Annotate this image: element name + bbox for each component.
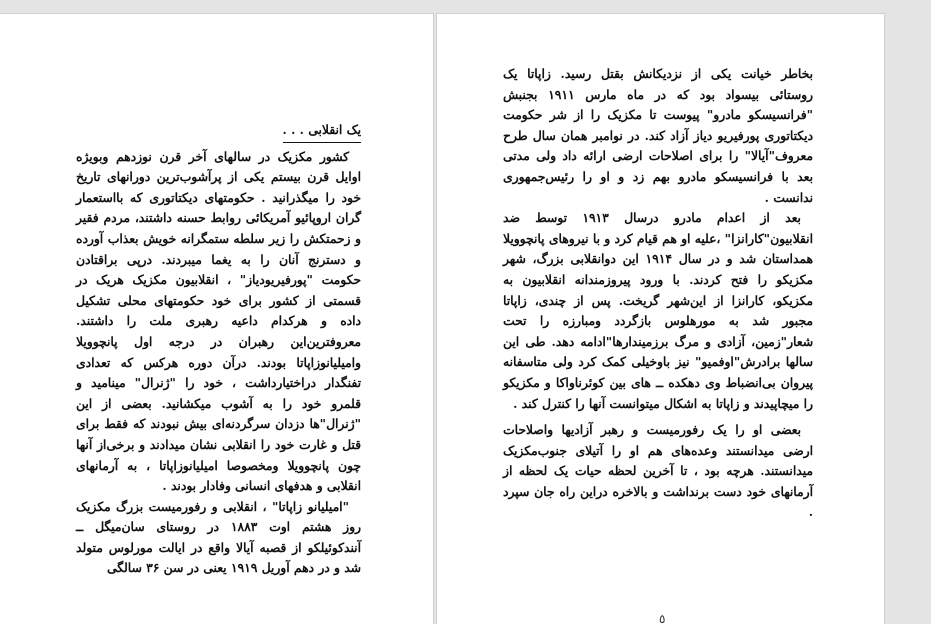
left-page-text-column: [76, 120, 361, 579]
page-number-mark: ٥: [659, 612, 666, 624]
right-page-text-column: [503, 64, 813, 523]
right-paragraph-2: بعد از اعدام مادرو درسال ۱۹۱۳ توسط ضد انقلابیون"کارانزا" ،علیه او هم قیام کرد و با نیروهای پانچوویلا همداستان شد و در سال ۱۹۱۴ این دوانقلابی بزرگ، شهر مکزیکو را فتح کردند. با ورود پیروزمندانه انقلابیون به مکزیکو، کارانزا از این‌شهر گریخت. پس از چندی، زاپاتا مجبور شد به مورهلوس بازگردد ومبارزه را تحت شعار"زمین، آزادی و مرگ برزمیندارها"ادامه دهد. طی این سالها برادرش"اوفمیو" نیز باوخیلی کمک کرد ولی متاسفانه پیروان بی‌انضباط وی دهکده ــ های بین کوئرناواکا و مکزیکو را میچاپیدند و زاپاتا به اشکال میتوانست آنها را کنترل کند .: [502, 210, 814, 411]
left-paragraph-1: کشور مکزیک در سالهای آخر قرن نوزدهم وبویژه اوایل قرن بیستم یکی از پرآشوب‌ترین دورانهای تاریخ خود را میگذرانید . حکومتهای دیکتاتوری که بااستعمار گران اروپائیو آمریکائی روابط حسنه داشتند، مردم فقیر و زحمتکش را زیر سلطه ستمگرانه خویش بعذاب آورده و دسترنج آنان را به یغما میبردند. درپی براقتادن حکومت "پورفیریودیاز" ، انقلابیون مکزیک هریک در قسمتی از کشور برای خود حکومتهای محلی تشکیل داده و هرکدام داعیه رهبری ملت را داشتند. معروفترین‌این رهبران در درجه اول پانچوویلا وامیلیانوزاپاتا بودند. درآن دوره هرکس که تعدادی تفنگدار دراختیارداشت ، خود را "ژنرال" مینامید و قلمرو خود را به آشوب میکشانید. بعضی از این "ژنرال"ها دزدان سرگردنه‌ای بیش نبودند که فقط برای قتل و غارت خود را انقلابی نشان میدادند و برخی‌از آنها چون پانچوویلا ومخصوصا امیلیانوزاپاتا ، به آرمانهای انقلابی و هدفهای انسانی وفادار بودند .: [76, 148, 361, 494]
left-page: [0, 14, 433, 624]
right-paragraph-1: بخاطر خیانت یکی از نزدیکانش بقتل رسید. زاپاتا یک روستائی بیسواد بود که در ماه مارس ۱۹۱۱ بجنبش "فرانسیسکو مادرو" پیوست تا مکزیک را از شر حکومت دیکتاتوری پورفیریو دیاز آزاد کند. در نوامبر همان سال طرح معروف"آیالا" را برای اصلاحات ارضی ارائه داد ولی مدتی بعد با فرانسیسکو مادرو بهم زد و او را رئیس‌جمهوری ندانست .: [503, 66, 813, 205]
right-page: [437, 14, 884, 624]
left-paragraph-2: "امیلیانو زاپاتا" ، انقلابی و رفورمیست بزرگ مکزیک روز هشتم اوت ۱۸۸۳ در روستای سان‌میگل ــ آنندکوئیلکو از قصبه آیالا واقع در ایالت مورلوس متولد شد و در دهم آوریل ۱۹۱۹ یعنی در سن ۳۶ سالگی: [76, 498, 361, 576]
right-paragraph-3: بعضی او را یک رفورمیست و رهبر آزادیها واصلاحات ارضی میدانستند وعده‌های هم او را آتیلای جنوب‌مکزیک میدانستند. هرچه بود ، تا آخرین لحظه حیات یک لحظه از آرمانهای خود دست برنداشت و بالاخره دراین راه جان سپرد .: [503, 422, 813, 520]
section-heading: یک انقلابی . . .: [283, 120, 361, 143]
